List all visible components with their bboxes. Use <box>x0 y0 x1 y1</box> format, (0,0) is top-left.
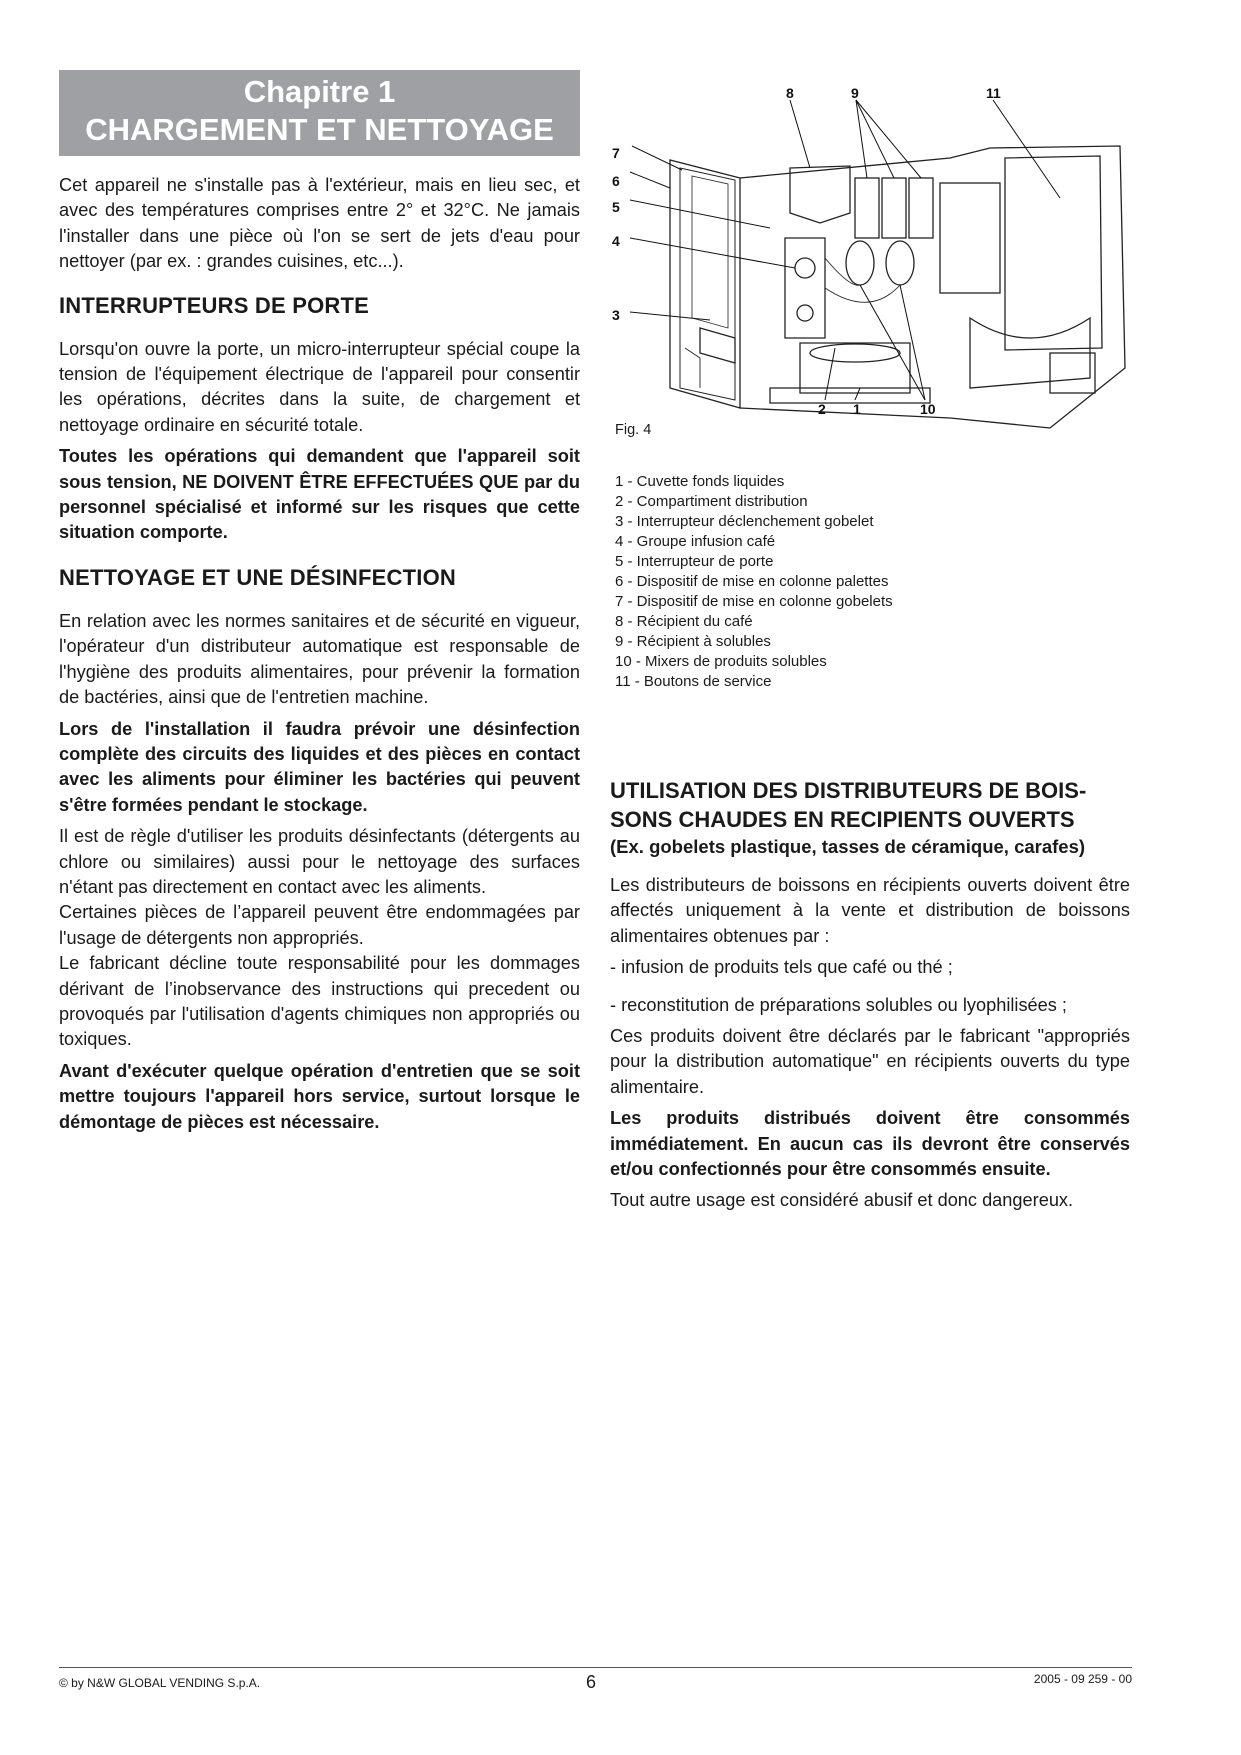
page-number: 6 <box>586 1672 597 1692</box>
legend-item: 9 - Récipient à solubles <box>615 633 771 650</box>
section-heading-cleaning: NETTOYAGE ET UNE DÉSINFECTION <box>59 564 456 590</box>
chapter-title-box <box>59 70 580 156</box>
footer-doc-code: 2005 - 09 259 - 00 <box>1033 1672 1132 1686</box>
callout-10: 10 <box>920 401 936 417</box>
usage-bullet-2: - reconstitution de préparations solubles ou lyophilisées ; <box>610 994 1067 1015</box>
door-switch-paragraph: Lorsqu'on ouvre la porte, un micro-interrupteur spécial coupe la tension de l'équipement électrique de l'appareil pour consentir les opérations, décrites dans la suite, de chargement et nettoyage ordinaire en sécurité totale. <box>59 338 580 435</box>
chapter-number: Chapitre 1 <box>243 74 396 109</box>
figure-legend <box>610 472 1130 692</box>
legend-item: 11 - Boutons de service <box>615 673 772 690</box>
section-subheading-usage: (Ex. gobelets plastique, tasses de céramique, carafes) <box>610 836 1086 857</box>
cleaning-paragraph-3: Certaines pièces de l’appareil peuvent être endommagées par l'usage de détergents non appropriés. <box>59 902 580 948</box>
vending-machine-drawing <box>610 88 1130 468</box>
callout-2: 2 <box>818 401 826 417</box>
figure-4 <box>610 88 1130 478</box>
callout-11: 11 <box>986 88 1001 101</box>
cleaning-warning-installation: Lors de l'installation il faudra prévoir une désinfection complète des circuits des liquides et des pièces en contact avec les aliments pour éliminer les bactéries qui peuvent s'être formées pendant le stockage. <box>59 718 580 815</box>
section-heading-usage-1: UTILISATION DES DISTRIBUTEURS DE BOIS- <box>610 778 1087 803</box>
callout-1: 1 <box>853 401 861 417</box>
cleaning-paragraph-1: En relation avec les normes sanitaires et de sécurité en vigueur, l'opérateur d'un distributeur automatique est responsable de l'hygiène des produits alimentaires, pour prévenir la formation de bactéries, ainsi que de l'entretien machine. <box>59 610 580 708</box>
legend-item: 4 - Groupe infusion café <box>615 533 776 550</box>
callout-9: 9 <box>851 88 859 101</box>
section-heading-usage-2: SONS CHAUDES EN RECIPIENTS OUVERTS <box>610 807 1075 832</box>
door-switch-warning: Toutes les opérations qui demandent que l'appareil soit sous tension, NE DOIVENT ÊTRE EFFECTUÉES QUE par du personnel spécialisé et informé sur les risques que cette situation comporte. <box>59 446 580 543</box>
usage-paragraph-3: Tout autre usage est considéré abusif et donc dangereux. <box>610 1190 1074 1211</box>
cleaning-paragraph-4: Le fabricant décline toute responsabilité pour les dommages dérivant de l’inobservance des instructions qui precedent ou provoqués par l'utilisation d'agents chimiques non appropriés ou toxiques. <box>59 953 580 1050</box>
callout-5: 5 <box>612 199 620 215</box>
legend-item: 6 - Dispositif de mise en colonne palettes <box>615 573 889 590</box>
legend-item: 8 - Récipient du café <box>615 613 753 630</box>
legend-item: 2 - Compartiment distribution <box>615 493 808 510</box>
right-column <box>610 88 1130 1214</box>
intro-paragraph: Cet appareil ne s'installe pas à l'extérieur, mais en lieu sec, et avec des températures comprises entre 2° et 32°C. Ne jamais l'installer dans une pièce où l'on se sert de jets d'eau pour nettoyer (par ex. : grandes cuisines, etc...). <box>59 175 580 272</box>
legend-item: 7 - Dispositif de mise en colonne gobelets <box>615 593 893 610</box>
section-usage <box>610 776 1130 1214</box>
left-column <box>59 70 580 1135</box>
legend-item: 3 - Interrupteur déclenchement gobelet <box>615 513 874 530</box>
chapter-title: CHARGEMENT ET NETTOYAGE <box>85 112 554 147</box>
callout-6: 6 <box>612 173 620 189</box>
legend-item: 5 - Interrupteur de porte <box>615 553 774 570</box>
callout-8: 8 <box>786 88 794 101</box>
section-heading-door-switches: INTERRUPTEURS DE PORTE <box>59 292 369 318</box>
figure-caption: Fig. 4 <box>615 422 652 438</box>
footer-divider <box>59 1667 1132 1668</box>
callout-7: 7 <box>612 145 620 161</box>
usage-warning: Les produits distribués doivent être consommés immédiatement. En aucun cas ils devront être conservés et/ou confectionnés pour être consommés ensuite. <box>610 1108 1130 1180</box>
cleaning-paragraph-2: Il est de règle d'utiliser les produits désinfectants (détergents au chlore ou similaires) aussi pour le nettoyage des surfaces n'étant pas directement en contact avec les aliments. <box>59 826 580 897</box>
usage-bullet-1: - infusion de produits tels que café ou thé ; <box>610 957 953 978</box>
legend-item: 1 - Cuvette fonds liquides <box>615 473 785 490</box>
callout-3: 3 <box>612 307 620 323</box>
callout-4: 4 <box>612 233 620 249</box>
legend-item: 10 - Mixers de produits solubles <box>615 653 827 670</box>
footer-copyright: © by N&W GLOBAL VENDING S.p.A. <box>59 1676 261 1690</box>
usage-paragraph-1: Les distributeurs de boissons en récipients ouverts doivent être affectés uniquement à la vente et distribution de boissons alimentaires obtenues par : <box>610 875 1130 946</box>
cleaning-warning-maintenance: Avant d'exécuter quelque opération d'entretien que se soit mettre toujours l'appareil hors service, surtout lorsque le démontage de pièces est nécessaire. <box>59 1060 580 1132</box>
usage-paragraph-2: Ces produits doivent être déclarés par le fabricant "appropriés pour la distribution automatique" en récipients ouverts du type alimentaire. <box>610 1026 1130 1097</box>
